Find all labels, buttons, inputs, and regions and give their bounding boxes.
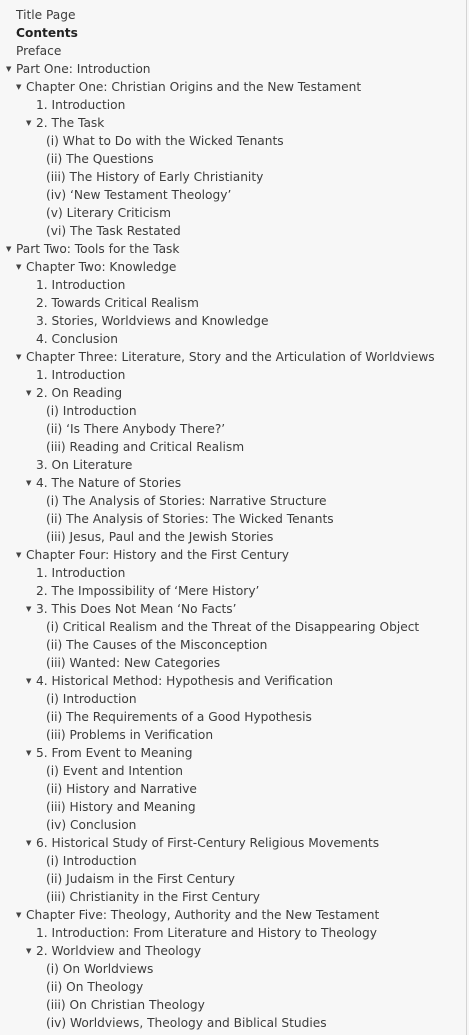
toc-item-label: 1. Introduction	[36, 278, 126, 292]
expand-triangle-icon[interactable]: ▼	[16, 551, 22, 559]
toc-item[interactable]	[0, 294, 466, 312]
toc-item-label: (iii) History and Meaning	[46, 800, 196, 814]
toc-item-label: (i) Event and Intention	[46, 764, 184, 778]
toc-item[interactable]	[0, 6, 466, 24]
toc-item[interactable]	[0, 348, 466, 366]
toc-item-label: (i) On Worldviews	[46, 962, 154, 976]
expand-triangle-icon[interactable]: ▼	[26, 839, 32, 847]
toc-item-label: 2. The Task	[36, 116, 105, 130]
toc-item[interactable]	[0, 636, 466, 654]
toc-item[interactable]	[0, 258, 466, 276]
toc-item[interactable]	[0, 1014, 466, 1032]
toc-item-label: Part One: Introduction	[16, 62, 151, 76]
toc-item[interactable]	[0, 42, 466, 60]
expand-triangle-icon[interactable]: ▼	[26, 119, 32, 127]
toc-item-label: (ii) Judaism in the First Century	[46, 872, 236, 886]
toc-item[interactable]	[0, 762, 466, 780]
toc-item-label: (iii) Jesus, Paul and the Jewish Stories	[46, 530, 274, 544]
toc-item[interactable]	[0, 168, 466, 186]
toc-item[interactable]	[0, 402, 466, 420]
toc-item[interactable]	[0, 654, 466, 672]
toc-item-label: Chapter One: Christian Origins and the New Testament	[26, 80, 362, 94]
toc-item[interactable]	[0, 150, 466, 168]
toc-item-label: (ii) The Analysis of Stories: The Wicked Tenants	[46, 512, 334, 526]
expand-triangle-icon[interactable]: ▼	[26, 749, 32, 757]
toc-item-label: 1. Introduction	[36, 566, 126, 580]
expand-triangle-icon[interactable]: ▼	[26, 947, 32, 955]
toc-item-label: (i) What to Do with the Wicked Tenants	[46, 134, 284, 148]
toc-item[interactable]	[0, 24, 466, 42]
toc-item[interactable]	[0, 744, 466, 762]
toc-item-label: Chapter Two: Knowledge	[26, 260, 177, 274]
toc-item[interactable]	[0, 798, 466, 816]
toc-item-label: 2. Towards Critical Realism	[36, 296, 199, 310]
toc-item[interactable]	[0, 546, 466, 564]
toc-item-label: Contents	[16, 26, 78, 40]
toc-item-label: (vi) The Task Restated	[46, 224, 181, 238]
toc-item[interactable]	[0, 276, 466, 294]
toc-item[interactable]	[0, 978, 466, 996]
toc-item-label: 2. The Impossibility of ‘Mere History’	[36, 584, 260, 598]
expand-triangle-icon[interactable]: ▼	[16, 263, 22, 271]
toc-item-label: (iv) Conclusion	[46, 818, 137, 832]
toc-item-label: 3. Stories, Worldviews and Knowledge	[36, 314, 269, 328]
toc-item-label: (ii) On Theology	[46, 980, 144, 994]
toc-item-label: (iii) On Christian Theology	[46, 998, 205, 1012]
toc-item-label: (iv) ‘New Testament Theology’	[46, 188, 232, 202]
toc-item-label: 1. Introduction: From Literature and History to Theology	[36, 926, 377, 940]
toc-item-label: 6. Historical Study of First-Century Religious Movements	[36, 836, 380, 850]
toc-item[interactable]	[0, 834, 466, 852]
toc-item-label: (i) Introduction	[46, 404, 137, 418]
toc-item[interactable]	[0, 204, 466, 222]
toc-item[interactable]	[0, 924, 466, 942]
toc-item[interactable]	[0, 330, 466, 348]
expand-triangle-icon[interactable]: ▼	[26, 605, 32, 613]
toc-item-label: 3. This Does Not Mean ‘No Facts’	[36, 602, 237, 616]
toc-item[interactable]	[0, 186, 466, 204]
toc-item[interactable]	[0, 870, 466, 888]
expand-triangle-icon[interactable]: ▼	[6, 245, 12, 253]
toc-item-label: 2. On Reading	[36, 386, 123, 400]
toc-item[interactable]	[0, 510, 466, 528]
toc-item[interactable]	[0, 384, 466, 402]
toc-item[interactable]	[0, 78, 466, 96]
toc-item[interactable]	[0, 582, 466, 600]
toc-item-label: 4. Conclusion	[36, 332, 118, 346]
toc-item[interactable]	[0, 888, 466, 906]
expand-triangle-icon[interactable]: ▼	[6, 65, 12, 73]
toc-item[interactable]	[0, 690, 466, 708]
toc-item-label: 4. The Nature of Stories	[36, 476, 182, 490]
expand-triangle-icon[interactable]: ▼	[16, 353, 22, 361]
toc-item-label: Title Page	[16, 8, 76, 22]
toc-item[interactable]	[0, 240, 466, 258]
toc-item-label: (iii) Reading and Critical Realism	[46, 440, 245, 454]
toc-item[interactable]	[0, 474, 466, 492]
toc-item-label: 1. Introduction	[36, 98, 126, 112]
toc-item[interactable]	[0, 726, 466, 744]
toc-item[interactable]	[0, 96, 466, 114]
toc-item[interactable]	[0, 852, 466, 870]
toc-item-label: (iii) Christianity in the First Century	[46, 890, 260, 904]
toc-item-label: Chapter Three: Literature, Story and the Articulation of Worldviews	[26, 350, 435, 364]
toc-item-label: (v) Literary Criticism	[46, 206, 172, 220]
toc-item-label: (iii) The History of Early Christianity	[46, 170, 264, 184]
toc-item[interactable]	[0, 996, 466, 1014]
toc-item-label: (ii) The Questions	[46, 152, 154, 166]
toc-item[interactable]	[0, 672, 466, 690]
toc-item-label: 3. On Literature	[36, 458, 133, 472]
toc-item-label: Chapter Four: History and the First Century	[26, 548, 290, 562]
toc-item[interactable]	[0, 114, 466, 132]
toc-item[interactable]	[0, 960, 466, 978]
toc-item-label: (ii) ‘Is There Anybody There?’	[46, 422, 226, 436]
toc-item-label: 1. Introduction	[36, 368, 126, 382]
toc-item[interactable]	[0, 366, 466, 384]
toc-item[interactable]	[0, 222, 466, 240]
toc-item-label: (i) Introduction	[46, 854, 137, 868]
toc-item-label: (ii) The Causes of the Misconception	[46, 638, 268, 652]
toc-item[interactable]	[0, 438, 466, 456]
toc-item-label: Preface	[16, 44, 62, 58]
toc-item-label: Part Two: Tools for the Task	[16, 242, 180, 256]
toc-item-label: (iii) Wanted: New Categories	[46, 656, 221, 670]
toc-item-label: Chapter Five: Theology, Authority and the New Testament	[26, 908, 380, 922]
toc-item-label: 5. From Event to Meaning	[36, 746, 193, 760]
toc-item-label: (i) Introduction	[46, 692, 137, 706]
toc-item[interactable]	[0, 456, 466, 474]
toc-item-label: (iii) Problems in Verification	[46, 728, 214, 742]
toc-item-label: (iv) Worldviews, Theology and Biblical Studies	[46, 1016, 327, 1030]
expand-triangle-icon[interactable]: ▼	[26, 389, 32, 397]
toc-item[interactable]	[0, 420, 466, 438]
toc-item[interactable]	[0, 708, 466, 726]
toc-item[interactable]	[0, 528, 466, 546]
expand-triangle-icon[interactable]: ▼	[26, 479, 32, 487]
toc-item[interactable]	[0, 618, 466, 636]
expand-triangle-icon[interactable]: ▼	[16, 911, 22, 919]
expand-triangle-icon[interactable]: ▼	[26, 677, 32, 685]
toc-item[interactable]	[0, 312, 466, 330]
toc-item-label: (i) The Analysis of Stories: Narrative Structure	[46, 494, 327, 508]
expand-triangle-icon[interactable]: ▼	[16, 83, 22, 91]
toc-item-label: (ii) The Requirements of a Good Hypothesis	[46, 710, 312, 724]
toc-item[interactable]	[0, 906, 466, 924]
toc-item[interactable]	[0, 132, 466, 150]
toc-item-label: (i) Critical Realism and the Threat of the Disappearing Object	[46, 620, 420, 634]
toc-item[interactable]	[0, 780, 466, 798]
toc-item-label: 2. Worldview and Theology	[36, 944, 202, 958]
toc-item-label: (ii) History and Narrative	[46, 782, 197, 796]
toc-item[interactable]	[0, 600, 466, 618]
toc-item-label: 4. Historical Method: Hypothesis and Verification	[36, 674, 333, 688]
toc-item[interactable]	[0, 492, 466, 510]
toc-item[interactable]	[0, 60, 466, 78]
toc-item[interactable]	[0, 564, 466, 582]
toc-item[interactable]	[0, 816, 466, 834]
toc-item[interactable]	[0, 942, 466, 960]
